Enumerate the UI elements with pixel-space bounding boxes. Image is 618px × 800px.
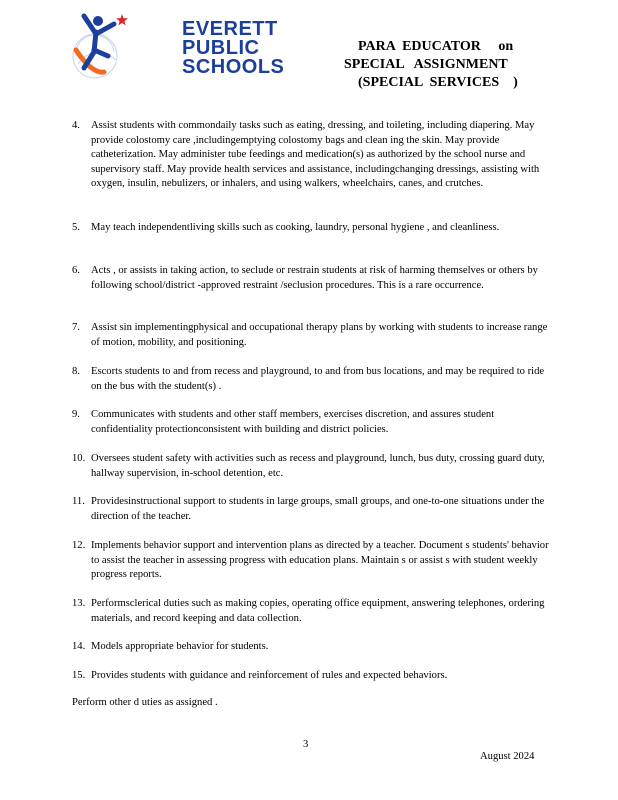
logo-wordmark xyxy=(182,20,284,77)
list-item xyxy=(72,321,550,350)
item-text: Acts , or assists in taking action, to seclude or restrain students at risk of harming themselves or others by following school/district -approved restraint /seclusion procedures. This is a rare occurrence. xyxy=(91,265,538,291)
title-line: SPECIAL ASSIGNMENT xyxy=(344,57,508,72)
item-text: Assist sin implementingphysical and occupational therapy plans by working with students to increase range of motion, mobility, and positioning. xyxy=(91,322,548,348)
title-line: (SPECIAL SERVICES ) xyxy=(344,75,518,90)
item-number: 11. xyxy=(72,496,85,507)
list-item xyxy=(72,539,550,583)
list-item xyxy=(72,452,550,481)
logo-line: SCHOOLS xyxy=(182,56,285,78)
item-text: Escorts students to and from recess and playground, to and from bus locations, and may be required to ride on the bus with the student(s) . xyxy=(91,366,545,392)
list-item xyxy=(72,495,550,524)
district-logo xyxy=(70,12,285,82)
item-number: 9. xyxy=(72,409,80,420)
item-number: 13. xyxy=(72,598,86,609)
logo-figure-icon xyxy=(70,12,120,80)
list-item xyxy=(72,640,550,655)
item-number: 8. xyxy=(72,366,80,377)
list-item xyxy=(72,264,550,293)
logo-line: EVERETT xyxy=(182,18,278,40)
item-text: Assist students with commondaily tasks such as eating, dressing, and toileting, including diapering. May provide colostomy care ,includingemptying colostomy bags and clean ing the skin. May provide catheterization. May administer tube feedings and medication(s) as authorized by the school nurse and supervisory staff. May provide health services and assistance, includingchanging dressings, assisting with oxygen, insulin, nebulizers, or inhalers, and using walkers, wheelchairs, canes, and crutches. xyxy=(91,120,540,189)
item-text: Models appropriate behavior for students. xyxy=(91,641,269,652)
item-text: Oversees student safety with activities such as recess and playground, lunch, bus duty, crossing guard duty, hallway supervision, in-school detention, etc. xyxy=(91,453,545,479)
list-item xyxy=(72,365,550,394)
item-text: Providesinstructional support to students in large groups, small groups, and one-to-one situations under the direction of the teacher. xyxy=(91,496,545,522)
star-icon xyxy=(116,14,128,26)
item-number: 7. xyxy=(72,322,80,333)
item-number: 12. xyxy=(72,540,86,551)
item-text: Implements behavior support and intervention plans as directed by a teacher. Document s students' behavior to assist the teacher in assessing progress with education plans. Maintain s or assist s with student weekly progress reports. xyxy=(91,540,549,580)
item-text: May teach independentliving skills such as cooking, laundry, personal hygiene , and cleanliness. xyxy=(91,222,500,233)
item-number: 14. xyxy=(72,641,86,652)
item-text: Provides students with guidance and reinforcement of rules and expected behaviors. xyxy=(91,670,448,681)
item-number: 4. xyxy=(72,120,80,131)
document-date: August 2024 xyxy=(480,751,535,762)
list-item xyxy=(72,119,550,192)
item-text: Performsclerical duties such as making copies, operating office equipment, answering telephones, ordering materials, and record keeping and data collection. xyxy=(91,598,545,624)
title-line: PARA EDUCATOR on xyxy=(358,39,514,54)
list-item xyxy=(72,669,550,684)
item-number: 5. xyxy=(72,222,80,233)
item-number: 15. xyxy=(72,670,86,681)
logo-line: PUBLIC xyxy=(182,37,260,59)
item-number: 10. xyxy=(72,453,86,464)
list-item xyxy=(72,597,550,626)
list-item xyxy=(72,408,550,437)
document-title xyxy=(330,38,560,92)
closing-statement: Perform other d uties as assigned . xyxy=(72,697,218,708)
item-text: Communicates with students and other staff members, exercises discretion, and assures student confidentiality protectionconsistent with building and district policies. xyxy=(91,409,495,435)
list-item xyxy=(72,221,550,236)
item-number: 6. xyxy=(72,265,80,276)
page-number: 3 xyxy=(303,739,309,750)
